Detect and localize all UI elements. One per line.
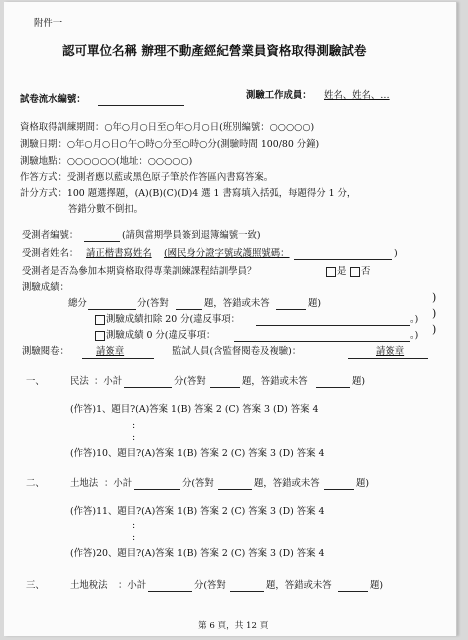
wrong-count-line: [276, 309, 306, 310]
yes-label: 是: [337, 266, 347, 277]
trainee-question: 受測者是否為參加本期資格取得專業訓練課程結訓學員？: [22, 266, 257, 277]
no-checkbox[interactable]: [350, 267, 360, 277]
zero-score-label: 測驗成績 0 分(違反事項：: [106, 330, 216, 341]
deduct20-label: 測驗成績扣除 20 分(違反事項：: [106, 314, 241, 325]
section-2-correct-line: [218, 489, 252, 490]
review-label: 測驗閱卷：: [22, 346, 69, 357]
total-score-line: [88, 309, 136, 310]
proctor-label: 監試人員(含監督閱卷及複驗)：: [172, 346, 302, 357]
section-2-subtotal: ：小計: [104, 478, 133, 489]
total-score-wrong: 題，答錯或未答: [204, 298, 270, 309]
examinee-name-value: 請正楷書寫姓名: [86, 248, 152, 259]
section-3-correct-line: [230, 591, 264, 592]
section-1-wrong: 題，答錯或未答: [242, 376, 308, 387]
section-2-correct: 分(答對: [182, 478, 214, 489]
section-2-score-line: [134, 489, 180, 490]
section-2-end: 題): [356, 478, 370, 489]
yes-checkbox[interactable]: [326, 267, 336, 277]
examinee-id-label: 受測者編號：: [22, 230, 79, 241]
deduct20-close: 。): [410, 314, 419, 325]
attachment-label: 附件一: [34, 18, 63, 29]
total-score-prefix: 總分: [68, 298, 87, 309]
staff-value: 姓名、姓名、…: [324, 90, 390, 101]
reviewer-sign-line: [82, 358, 154, 359]
section-3-subtotal: ：小計: [118, 580, 147, 591]
examinee-name-label: 受測者姓名：: [22, 248, 79, 259]
exam-location: 測驗地點：○○○○○○(地址：○○○○○): [20, 156, 193, 167]
exam-paper-page: 附件一 認可單位名稱 辦理不動產經紀營業員資格取得測驗試卷 試卷流水編號： 測驗工作成員： 姓名、姓名、… 資格取得訓練期間：○年○月○日至○年○月○日(班別編號：○○○○○) 測驗日期：○年○月○日○午○時○分至○時○分(測驗時間 100/80 分鐘) 測驗地點：○○○○○○(地址：○○○○○) 作答方式：受測者應以藍或黑色原子筆於作答區內書寫答案。 計分方式：100 題選擇題，(A)(B)(C)(D)4 選 1 書寫填入括弧，每題得分 1 分， 答錯分數不倒扣。 受測者編號： (請與當期學員簽到退簿編號一致) 受測者姓名： 請正楷書寫姓名 (國民身分證字號或護照號碼： ) 受測者是否為參加本期資格取得專業訓練課程結訓學員？ 是 否 測驗成績： 總分 分(答對 題，答錯或未答 題) 測驗成績扣除 20 分(違反事項： 。) 測驗成績 0 分(違反事項： 。) ) ) ) 測驗閱卷： 請簽章 監試人員(含監督閱卷及複驗)： 請簽章 一、 民法 ：小計 分(答對 題，答錯或未答 題) (作答)1、題目?(A)答案 1(B) 答案 2 (C) 答案 3 (D) 答案 4 : : (作答)10、題目?(A)答案 1(B) 答案 2 (C) 答案 3 (D) 答案 4 二、 土地法 ：小計 分(答對 題，答錯或未答 題) (作答)11、題目?(A)答案 1(B) 答案 2 (C) 答案 3 (D) 答案 4 : : (作答)20、題目?(A)答案 1(B) 答案 2 (C) 答案 3 (D) 答案 4 三、 土地稅法 ：小計 分(答對 題，答錯或未答 題) 第 6 頁，共 12 頁: [4, 2, 457, 636]
training-period: 資格取得訓練期間：○年○月○日至○年○月○日(班別編號：○○○○○): [20, 122, 315, 133]
section-2-title: 土地法: [70, 478, 99, 489]
total-score-end: 題): [308, 298, 322, 309]
answer-method: 作答方式：受測者應以藍或黑色原子筆於作答區內書寫答案。: [20, 172, 274, 183]
section-3-score-line: [148, 591, 192, 592]
proctor-sign: 請簽章: [376, 346, 405, 357]
section-3-title: 土地稅法: [70, 580, 108, 591]
id-number-close: ): [394, 248, 398, 259]
section-3-wrong-line: [338, 591, 368, 592]
section-1-subtotal: ：小計: [94, 376, 123, 387]
section-1-wrong-line: [316, 387, 350, 388]
score-label: 測驗成績：: [22, 282, 69, 293]
zero-score-close: 。): [410, 330, 419, 341]
zero-score-checkbox[interactable]: [95, 331, 105, 341]
deduct20-checkbox[interactable]: [95, 315, 105, 325]
page-number: 第 6 頁，共 12 頁: [198, 621, 269, 631]
section-1-correct-line: [210, 387, 240, 388]
serial-number-label: 試卷流水編號：: [20, 94, 86, 105]
deduct20-line: [256, 325, 410, 326]
serial-number-line: [98, 105, 184, 106]
section-1-title: 民法: [70, 376, 89, 387]
reviewer-sign: 請簽章: [96, 346, 125, 357]
section-2-number: 二、: [26, 478, 45, 489]
section-3-end: 題): [370, 580, 384, 591]
section-1-correct: 分(答對: [174, 376, 206, 387]
proctor-sign-line: [348, 358, 428, 359]
id-number-line: [294, 259, 392, 260]
exam-title: 認可單位名稱 辦理不動產經紀營業員資格取得測驗試卷: [62, 43, 367, 58]
correct-count-line: [176, 309, 202, 310]
section-2-wrong: 題，答錯或未答: [254, 478, 320, 489]
section-1-end: 題): [352, 376, 366, 387]
total-score-correct: 分(答對: [137, 298, 169, 309]
examinee-id-line: [84, 241, 120, 242]
scoring-method: 計分方式：100 題選擇題，(A)(B)(C)(D)4 選 1 書寫填入括弧，每題得分 1 分，: [20, 188, 357, 199]
section-3-number: 三、: [26, 580, 45, 591]
section-3-correct: 分(答對: [194, 580, 226, 591]
scoring-method-cont: 答錯分數不倒扣。: [68, 204, 144, 215]
examinee-id-note: (請與當期學員簽到退簿編號一致): [122, 230, 261, 241]
exam-date: 測驗日期：○年○月○日○午○時○分至○時○分(測驗時間 100/80 分鐘): [20, 139, 320, 150]
section-1-score-line: [124, 387, 172, 388]
section-1-question-first: (作答)1、題目?(A)答案 1(B) 答案 2 (C) 答案 3 (D) 答案 4: [70, 404, 319, 415]
section-2-question-first: (作答)11、題目?(A)答案 1(B) 答案 2 (C) 答案 3 (D) 答案 4: [70, 506, 325, 517]
section-3-wrong: 題，答錯或未答: [266, 580, 332, 591]
no-label: 否: [361, 266, 371, 277]
section-2-question-last: (作答)20、題目?(A)答案 1(B) 答案 2 (C) 答案 3 (D) 答案 4: [70, 548, 325, 559]
section-1-question-last: (作答)10、題目?(A)答案 1(B) 答案 2 (C) 答案 3 (D) 答案 4: [70, 448, 325, 459]
zero-score-line: [234, 341, 410, 342]
staff-label: 測驗工作成員：: [246, 90, 312, 101]
section-2-wrong-line: [324, 489, 354, 490]
section-1-number: 一、: [26, 376, 45, 387]
examinee-id-number-note: (國民身分證字號或護照號碼：: [164, 248, 290, 259]
